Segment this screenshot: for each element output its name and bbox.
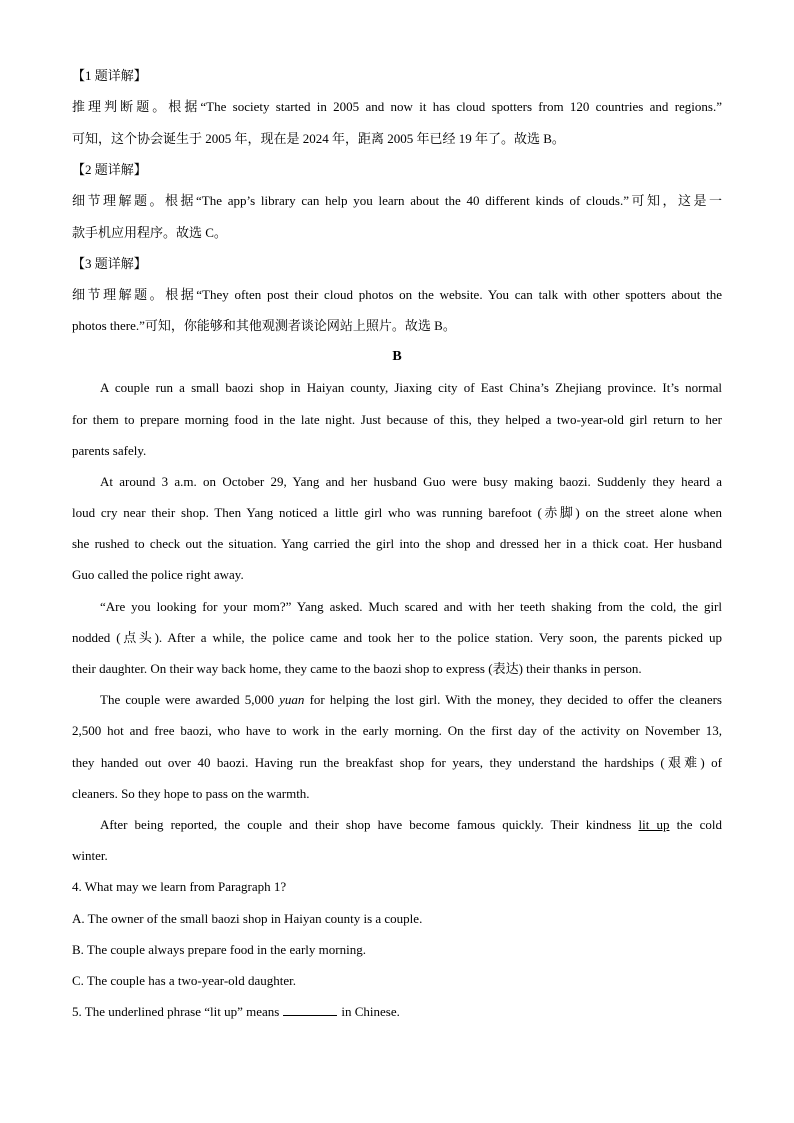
- p2-line-1: At around 3 a.m. on October 29, Yang and her husband Guo were busy making baozi. Suddenly they heard a: [100, 474, 722, 489]
- p4-line-4: cleaners. So they hope to pass on the warmth.: [72, 786, 310, 801]
- p3-line-3: their daughter. On their way back home, they came to the baozi shop to express (表达) their thanks in person.: [72, 661, 642, 676]
- p2-line-2: loud cry near their shop. Then Yang noticed a little girl who was running barefoot (赤脚) on the street alone when: [72, 505, 722, 520]
- p4-line-1-a: The couple were awarded 5,000: [100, 692, 280, 707]
- q1-header: 【1 题详解】: [72, 68, 147, 83]
- underlined-phrase: lit up: [638, 817, 670, 832]
- q4-option-b: B. The couple always prepare food in the early morning.: [72, 942, 366, 957]
- answer-blank: [283, 1004, 337, 1016]
- p4-line-2: 2,500 hot and free baozi, who have to work in the early morning. On the first day of the activity on November 13,: [72, 723, 722, 738]
- q2-line-2: 款手机应用程序。故选 C。: [72, 225, 227, 240]
- p1-line-3: parents safely.: [72, 443, 147, 458]
- q1-line-1: 推理判断题。根据“The society started in 2005 and now it has cloud spotters from 120 countries and regions.”: [72, 99, 722, 114]
- q3-header: 【3 题详解】: [72, 256, 147, 271]
- p5-line-1-a: After being reported, the couple and their shop have become famous quickly. Their kindness: [100, 817, 639, 832]
- p2-line-3: she rushed to check out the situation. Yang carried the girl into the shop and dressed her in a thick coat. Her husband: [72, 536, 722, 551]
- q5-stem-a: 5. The underlined phrase “lit up” means: [72, 1004, 280, 1019]
- p4-line-3: they handed out over 40 baozi. Having run the breakfast shop for years, they understand the hardships (艰难) of: [72, 755, 722, 770]
- q2-header: 【2 题详解】: [72, 162, 147, 177]
- p1-line-2: for them to prepare morning food in the late night. Just because of this, they helped a two-year-old girl return to her: [72, 412, 722, 427]
- p4-yuan: yuan: [279, 692, 305, 707]
- p4-line-1-b: for helping the lost girl. With the money, they decided to offer the cleaners: [304, 692, 722, 707]
- q1-line-2: 可知，这个协会诞生于 2005 年，现在是 2024 年，距离 2005 年已经 19 年了。故选 B。: [72, 131, 565, 146]
- p5-line-2: winter.: [72, 848, 108, 863]
- p3-line-2: nodded (点头). After a while, the police came and took her to the police station. Very soon, the parents picked up: [72, 630, 722, 645]
- p2-line-4: Guo called the police right away.: [72, 567, 244, 582]
- q4-option-a: A. The owner of the small baozi shop in Haiyan county is a couple.: [72, 911, 423, 926]
- q5-stem-b: in Chinese.: [341, 1004, 400, 1019]
- p3-line-1: “Are you looking for your mom?” Yang asked. Much scared and with her teeth shaking from the cold, the girl: [100, 599, 722, 614]
- q5-stem: [72, 1004, 400, 1020]
- q3-line-1: 细节理解题。根据“They often post their cloud photos on the website. You can talk with other spotters about the: [72, 287, 722, 302]
- p5-line-1-b: the cold: [669, 817, 722, 832]
- q2-line-1: 细节理解题。根据“The app’s library can help you learn about the 40 different kinds of clouds.”可知，这是一: [72, 193, 722, 208]
- p4-line-1: [100, 692, 722, 708]
- section-label: B: [392, 349, 402, 364]
- p5-line-1: [100, 817, 722, 833]
- q3-line-2: photos there.”可知，你能够和其他观测者谈论网站上照片。故选 B。: [72, 318, 456, 333]
- p1-line-1: A couple run a small baozi shop in Haiyan county, Jiaxing city of East China’s Zhejiang province. It’s normal: [100, 380, 722, 395]
- q4-option-c: C. The couple has a two-year-old daughter.: [72, 973, 297, 988]
- q4-stem: 4. What may we learn from Paragraph 1?: [72, 879, 287, 894]
